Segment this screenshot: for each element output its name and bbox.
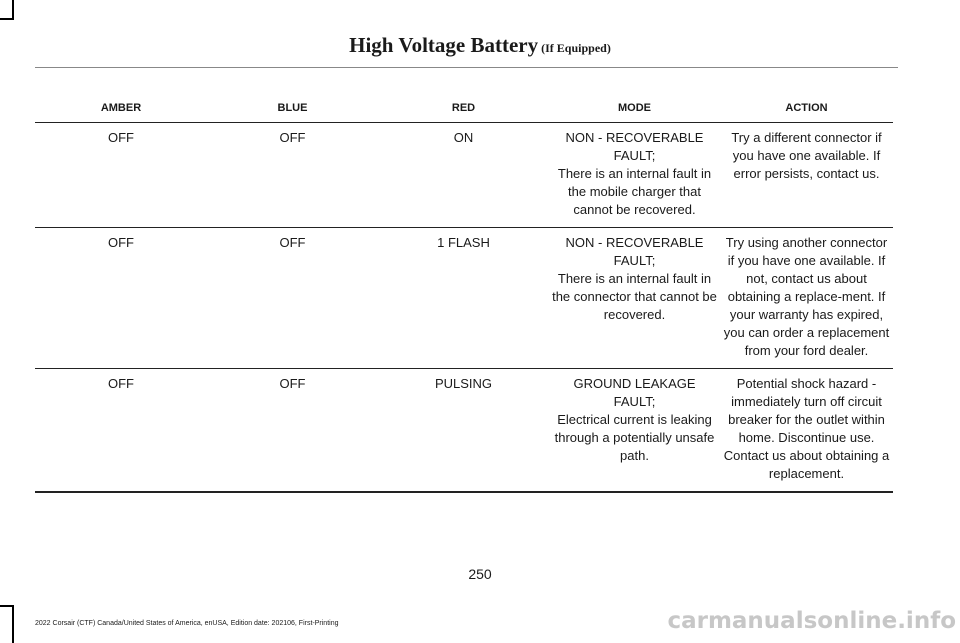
cell-amber: OFF [35, 228, 207, 369]
page-title-main: High Voltage Battery [349, 33, 539, 57]
column-header-amber: AMBER [35, 93, 207, 123]
table-header-row [35, 93, 893, 123]
cell-amber: OFF [35, 123, 207, 228]
status-code-table [35, 93, 893, 493]
crop-mark-top-left-h [0, 18, 14, 20]
table-row [35, 369, 893, 493]
table-row [35, 123, 893, 228]
column-header-mode: MODE [549, 93, 720, 123]
cell-mode [549, 228, 720, 369]
header-divider [35, 67, 898, 68]
crop-mark-bottom-left-v [12, 605, 14, 643]
cell-action: Potential shock hazard - immediately turn off circuit breaker for the outlet within home. Discontinue use. Contact us about obtaining a replacement. [720, 369, 893, 493]
mode-description: There is an internal fault in the mobile charger that cannot be recovered. [557, 166, 712, 217]
cell-mode [549, 123, 720, 228]
cell-blue: OFF [207, 228, 378, 369]
watermark-logo: carmanualsonline.info [667, 608, 956, 634]
cell-red: ON [378, 123, 549, 228]
edition-footer: 2022 Corsair (CTF) Canada/United States of America, enUSA, Edition date: 202106, First-Printing [35, 620, 339, 627]
cell-blue: OFF [207, 123, 378, 228]
page-title-subtitle: (If Equipped) [538, 41, 611, 55]
cell-red: 1 FLASH [378, 228, 549, 369]
cell-red: PULSING [378, 369, 549, 493]
crop-mark-bottom-left-h [0, 605, 14, 607]
mode-description: Electrical current is leaking through a potentially unsafe path. [554, 412, 715, 463]
mode-title: GROUND LEAKAGE FAULT; [573, 376, 696, 409]
cell-blue: OFF [207, 369, 378, 493]
crop-mark-top-left-v [12, 0, 14, 20]
cell-action: Try a different connector if you have one available. If error persists, contact us. [720, 123, 893, 228]
mode-title: NON - RECOVERABLE FAULT; [565, 235, 704, 268]
column-header-red: RED [378, 93, 549, 123]
cell-mode [549, 369, 720, 493]
mode-description: There is an internal fault in the connector that cannot be recovered. [552, 271, 717, 322]
table-row [35, 228, 893, 369]
mode-title: NON - RECOVERABLE FAULT; [565, 130, 704, 163]
page-number: 250 [468, 566, 492, 582]
column-header-blue: BLUE [207, 93, 378, 123]
page-title [0, 33, 960, 58]
cell-amber: OFF [35, 369, 207, 493]
column-header-action: ACTION [720, 93, 893, 123]
cell-action: Try using another connector if you have one available. If not, contact us about obtaining a replace-ment. If your warranty has expired, you can order a replacement from your ford dealer. [720, 228, 893, 369]
